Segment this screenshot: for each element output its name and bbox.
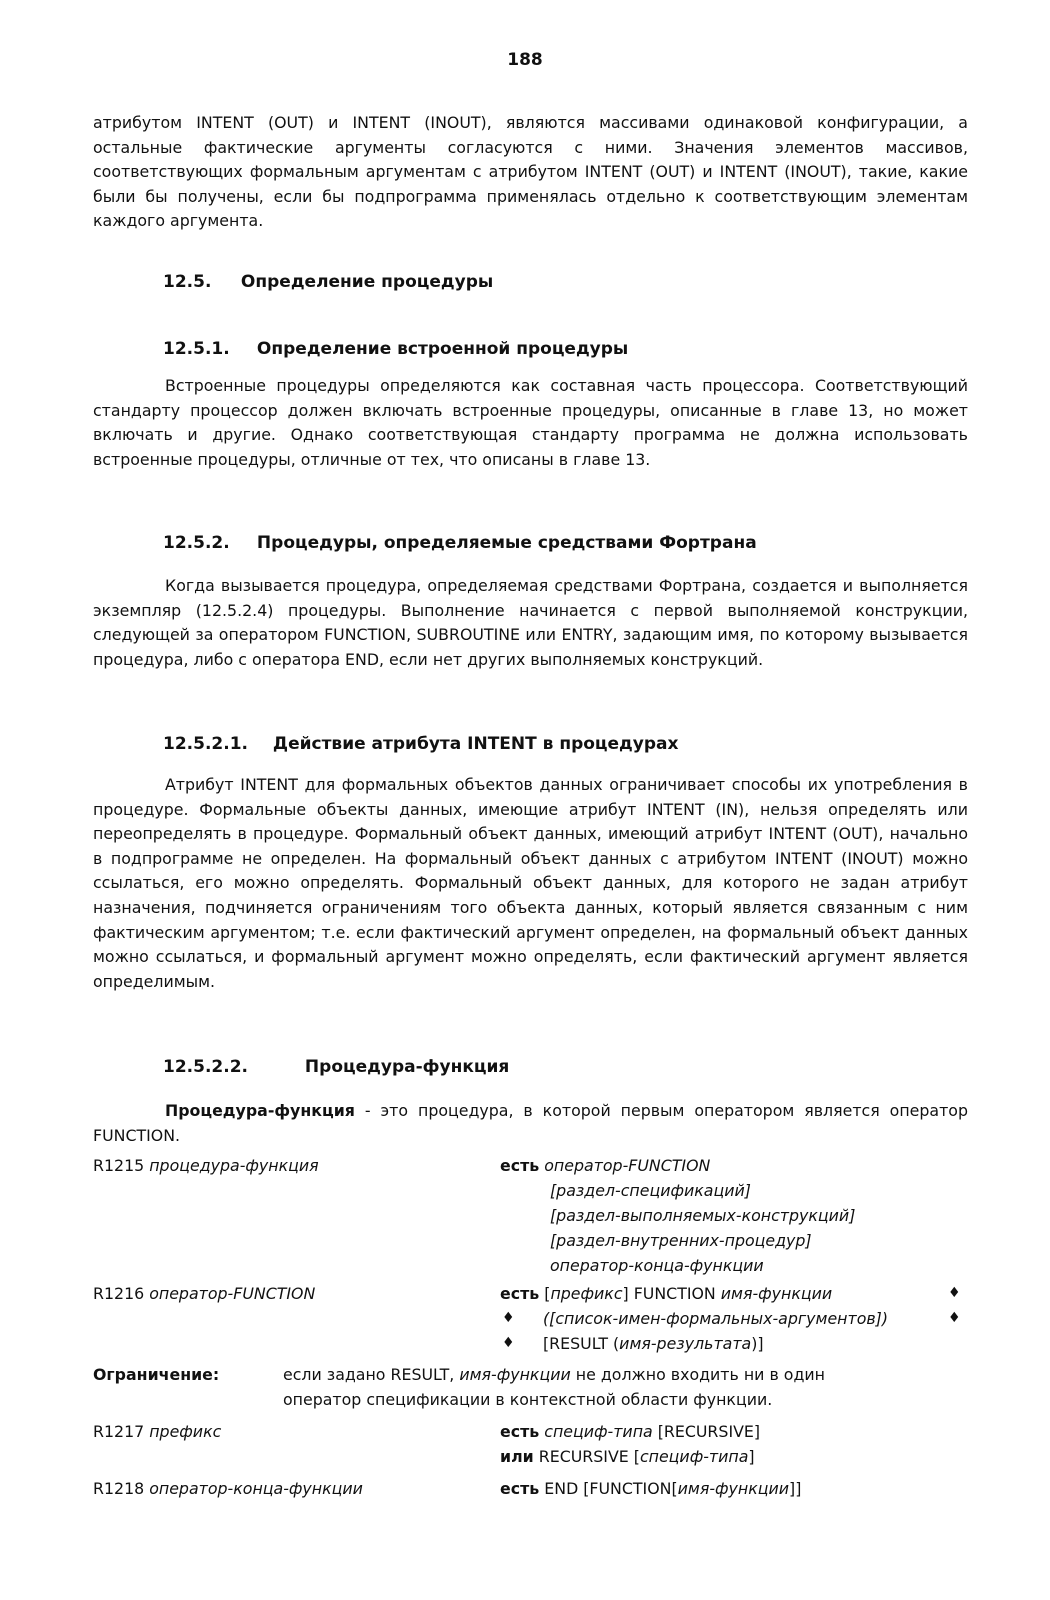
rule-r1217-def-1 [500, 1420, 760, 1445]
section-number: 12.5. [163, 272, 212, 292]
rule-r1215-cont-4: оператор-конца-функции [550, 1256, 764, 1275]
constraint-label: Ограничение: [93, 1365, 220, 1384]
constraint-line-1 [283, 1363, 825, 1388]
rule-text: )] [751, 1334, 764, 1353]
rule-r1216-def-1 [500, 1282, 832, 1307]
rule-text: END [FUNCTION[ [544, 1479, 678, 1498]
rule-part: ([список-имен-формальных-аргументов]) [543, 1309, 889, 1328]
rule-r1216-name [93, 1282, 315, 1307]
rule-text: ] FUNCTION [622, 1284, 721, 1303]
rule-r1218-def [500, 1477, 801, 1502]
rule-id: R1215 [93, 1156, 145, 1175]
section-number: 12.5.2.2. [163, 1057, 248, 1077]
keyword-est: есть [500, 1422, 540, 1441]
constraint-text: если задано RESULT, [283, 1365, 460, 1384]
section-title: Процедуры, определяемые средствами Фортрана [256, 533, 757, 553]
keyword-est: есть [500, 1479, 540, 1498]
rule-r1215-name [93, 1154, 319, 1179]
rule-part: префикс [550, 1284, 623, 1303]
rule-term: оператор-FUNCTION [149, 1284, 316, 1303]
rule-r1218-name [93, 1477, 363, 1502]
constraint-text: не должно входить ни в один [570, 1365, 825, 1384]
rule-r1215-cont-1: [раздел-спецификаций] [550, 1181, 751, 1200]
rule-text: ]] [789, 1479, 802, 1498]
paragraph-intent-attribute: Атрибут INTENT для формальных объектов данных ограничивает способы их употребления в процедуре. Формальные объекты данных, имеющие атрибут INTENT (IN), нельзя определять или переопределять в процедуре. Формальный объект данных, имеющий атрибут INTENT (OUT), начально в подпрограмме не определен. На формальный объект данных с атрибутом INTENT (INOUT) можно ссылаться, его можно определять. Формальный объект данных, для которого не задан атрибут назначения, подчиняется ограничениям того объекта данных, который является связанным с ним фактическим аргументом; т.е. если фактический аргумент определен, на формальный объект данных можно ссылаться, и формальный аргумент можно определять, если фактический аргумент является определимым. [93, 775, 968, 991]
rule-r1217-name [93, 1420, 221, 1445]
definition-text: - это процедура, в которой первым оператором является оператор FUNCTION. [93, 1101, 968, 1145]
rule-part: имя-результата [619, 1334, 752, 1353]
rule-text: RECURSIVE [ [538, 1447, 640, 1466]
continuation-diamond-icon: ♦ [502, 1335, 515, 1351]
keyword-est: есть [500, 1156, 540, 1175]
rule-term: оператор-конца-функции [149, 1479, 363, 1498]
rule-part: специф-типа [639, 1447, 749, 1466]
rule-text: ] [748, 1447, 755, 1466]
rule-part: специф-типа [544, 1422, 653, 1441]
rule-id: R1218 [93, 1479, 145, 1498]
rule-r1216-def-2 [543, 1307, 888, 1332]
continuation-diamond-icon: ♦ [948, 1285, 961, 1301]
rule-text: [RESULT ( [543, 1334, 620, 1353]
continuation-diamond-icon: ♦ [502, 1310, 515, 1326]
section-heading-12-5-2 [163, 533, 757, 553]
keyword-est: есть [500, 1284, 540, 1303]
paragraph-function-definition [93, 1099, 968, 1148]
continuation-diamond-icon: ♦ [948, 1310, 961, 1326]
rule-term: префикс [149, 1422, 222, 1441]
paragraph-continuation: атрибутом INTENT (OUT) и INTENT (INOUT), являются массивами одинаковой конфигурации, а остальные фактические аргументы согласуются с ними. Значения элементов массивов, соответствующих формальным аргументам с атрибутом INTENT (OUT) и INTENT (INOUT), такие, какие были бы получены, если бы подпрограмма применялась отдельно к соответствующим элементам каждого аргумента. [93, 113, 968, 231]
section-number: 12.5.2.1. [163, 734, 248, 754]
keyword-ili: или [500, 1447, 534, 1466]
paragraph-fortran-procedures: Когда вызывается процедура, определяемая средствами Фортрана, создается и выполняется экземпляр (12.5.2.4) процедуры. Выполнение начинается с первой выполняемой конструкции, следующей за оператором FUNCTION, SUBROUTINE или ENTRY, задающим имя, по которому вызывается процедура, либо с оператора END, если нет других выполняемых конструкций. [93, 576, 968, 669]
page-number: 188 [507, 50, 543, 70]
section-heading-12-5-2-1 [163, 734, 678, 754]
section-heading-12-5-2-2 [163, 1057, 509, 1077]
rule-term: процедура-функция [149, 1156, 319, 1175]
section-heading-12-5-1 [163, 339, 628, 359]
section-title: Процедура-функция [304, 1057, 510, 1077]
rule-r1216-def-3 [543, 1332, 764, 1357]
constraint-term: имя-функции [459, 1365, 571, 1384]
rule-r1215-cont-3: [раздел-внутренних-процедур] [550, 1231, 812, 1250]
paragraph-builtin-procedures: Встроенные процедуры определяются как составная часть процессора. Соответствующий стандарту процессор должен включать встроенные процедуры, описанные в главе 13, но может включать и другие. Однако соответствующая стандарту программа не должна использовать встроенные процедуры, отличные от тех, что описаны в главе 13. [93, 376, 968, 469]
section-heading-12-5 [163, 272, 493, 292]
section-title: Определение встроенной процедуры [256, 339, 629, 359]
section-number: 12.5.2. [163, 533, 230, 553]
section-title: Определение процедуры [240, 272, 494, 292]
term-function: Процедура-функция [165, 1101, 355, 1120]
section-number: 12.5.1. [163, 339, 230, 359]
rule-id: R1217 [93, 1422, 145, 1441]
rule-r1215-cont-2: [раздел-выполняемых-конструкций] [550, 1206, 856, 1225]
rule-r1215-def [500, 1154, 710, 1179]
rule-r1217-def-2 [500, 1445, 755, 1470]
constraint-line-2: оператор спецификации в контекстной области функции. [283, 1390, 773, 1409]
rule-id: R1216 [93, 1284, 145, 1303]
rule-part: имя-функции [677, 1479, 790, 1498]
section-title: Действие атрибута INTENT в процедурах [272, 734, 679, 754]
bracket: [ [544, 1284, 551, 1303]
rule-text: [RECURSIVE] [652, 1422, 761, 1441]
rule-part: оператор-FUNCTION [544, 1156, 711, 1175]
rule-part: имя-функции [720, 1284, 833, 1303]
